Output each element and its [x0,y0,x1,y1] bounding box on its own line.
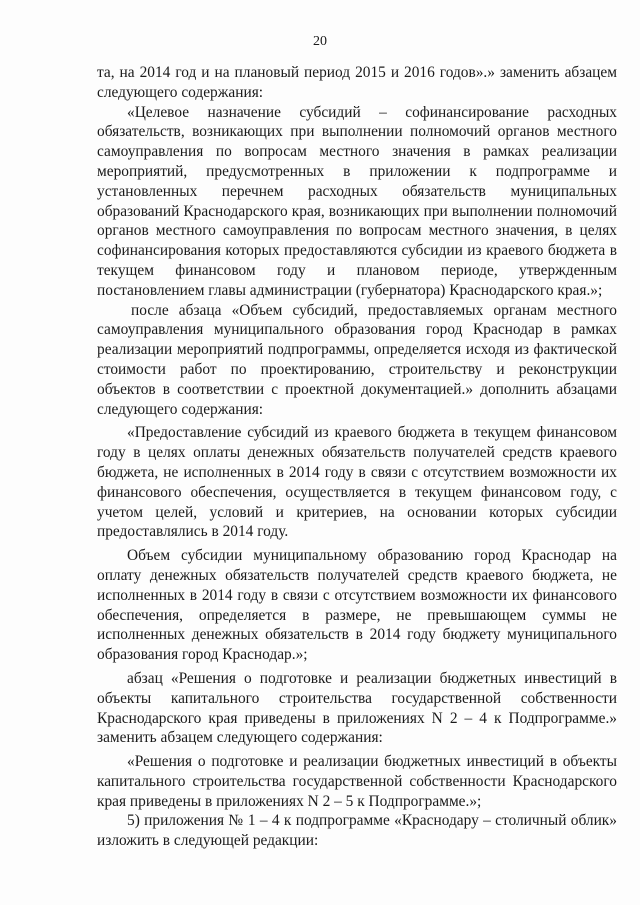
paragraph-1: та, на 2014 год и на плановый период 2015 и 2016 годов».» заменить абзацем следующего содержания: [97,64,617,101]
paragraph-4: «Предоставление субсидий из краевого бюджета в текущем финансовом году в целях оплаты денежных обязательств получателей средств краевого бюджета, не исполненных в 2014 году в связи с отсутствием возможности их финансового обеспечения, осуществляется в текущем финансовом году, с учетом целей, условий и критериев, на основании которых субсидии предоставлялись в 2014 году. [97,424,617,541]
paragraph-8: 5) приложения № 1 – 4 к подпрограмме «Краснодару – столичный облик» изложить в следующей редакции: [97,812,617,850]
paragraph-6: абзац «Решения о подготовке и реализации бюджетных инвестиций в объекты капитального строительства государственной собственности Краснодарского края приведены в приложениях N 2 – 4 к Подпрограмме.» заменить абзацем следующего содержания: [97,669,617,747]
paragraph-7: «Решения о подготовке и реализации бюджетных инвестиций в объекты капитального строительства государственной собственности Краснодарского края приведены в приложениях N 2 – 5 к Подпрограмме.»; [97,753,617,810]
page-number: 20 [313,34,327,49]
paragraph-3: после абзаца «Объем субсидий, предоставляемых органам местного самоуправления муниципального образования город Краснодар в рамках реализации мероприятий подпрограммы, определяется исходя из фактической стоимости работ по проектированию, строительству и реконструкции объектов в соответствии с проектной документацией.» дополнить абзацами следующего содержания: [97,301,617,418]
document-body [97,63,617,851]
paragraph-5: Объем субсидии муниципальному образованию город Краснодар на оплату денежных обязательств получателей средств краевого бюджета, не исполненных в 2014 году в связи с отсутствием возможности их финансового обеспечения, определяется в размере, не превышающем суммы не исполненных денежных обязательств в 2014 году бюджету муниципального образования город Краснодар.»; [97,547,617,664]
paragraph-2: «Целевое назначение субсидий – софинансирование расходных обязательств, возникающих при выполнении полномочий органов местного самоуправления по вопросам местного значения в рамках реализации мероприятий, предусмотренных в приложении к подпрограмме и установленных перечнем расходных обязательств муниципальных образований Краснодарского края, возникающих при выполнении полномочий органов местного самоуправления по вопросам местного значения, в целях софинансирования которых предоставляются субсидии из краевого бюджета в текущем финансовом году и плановом периоде, утвержденным постановлением главы администрации (губернатора) Краснодарского края.»; [97,103,617,299]
